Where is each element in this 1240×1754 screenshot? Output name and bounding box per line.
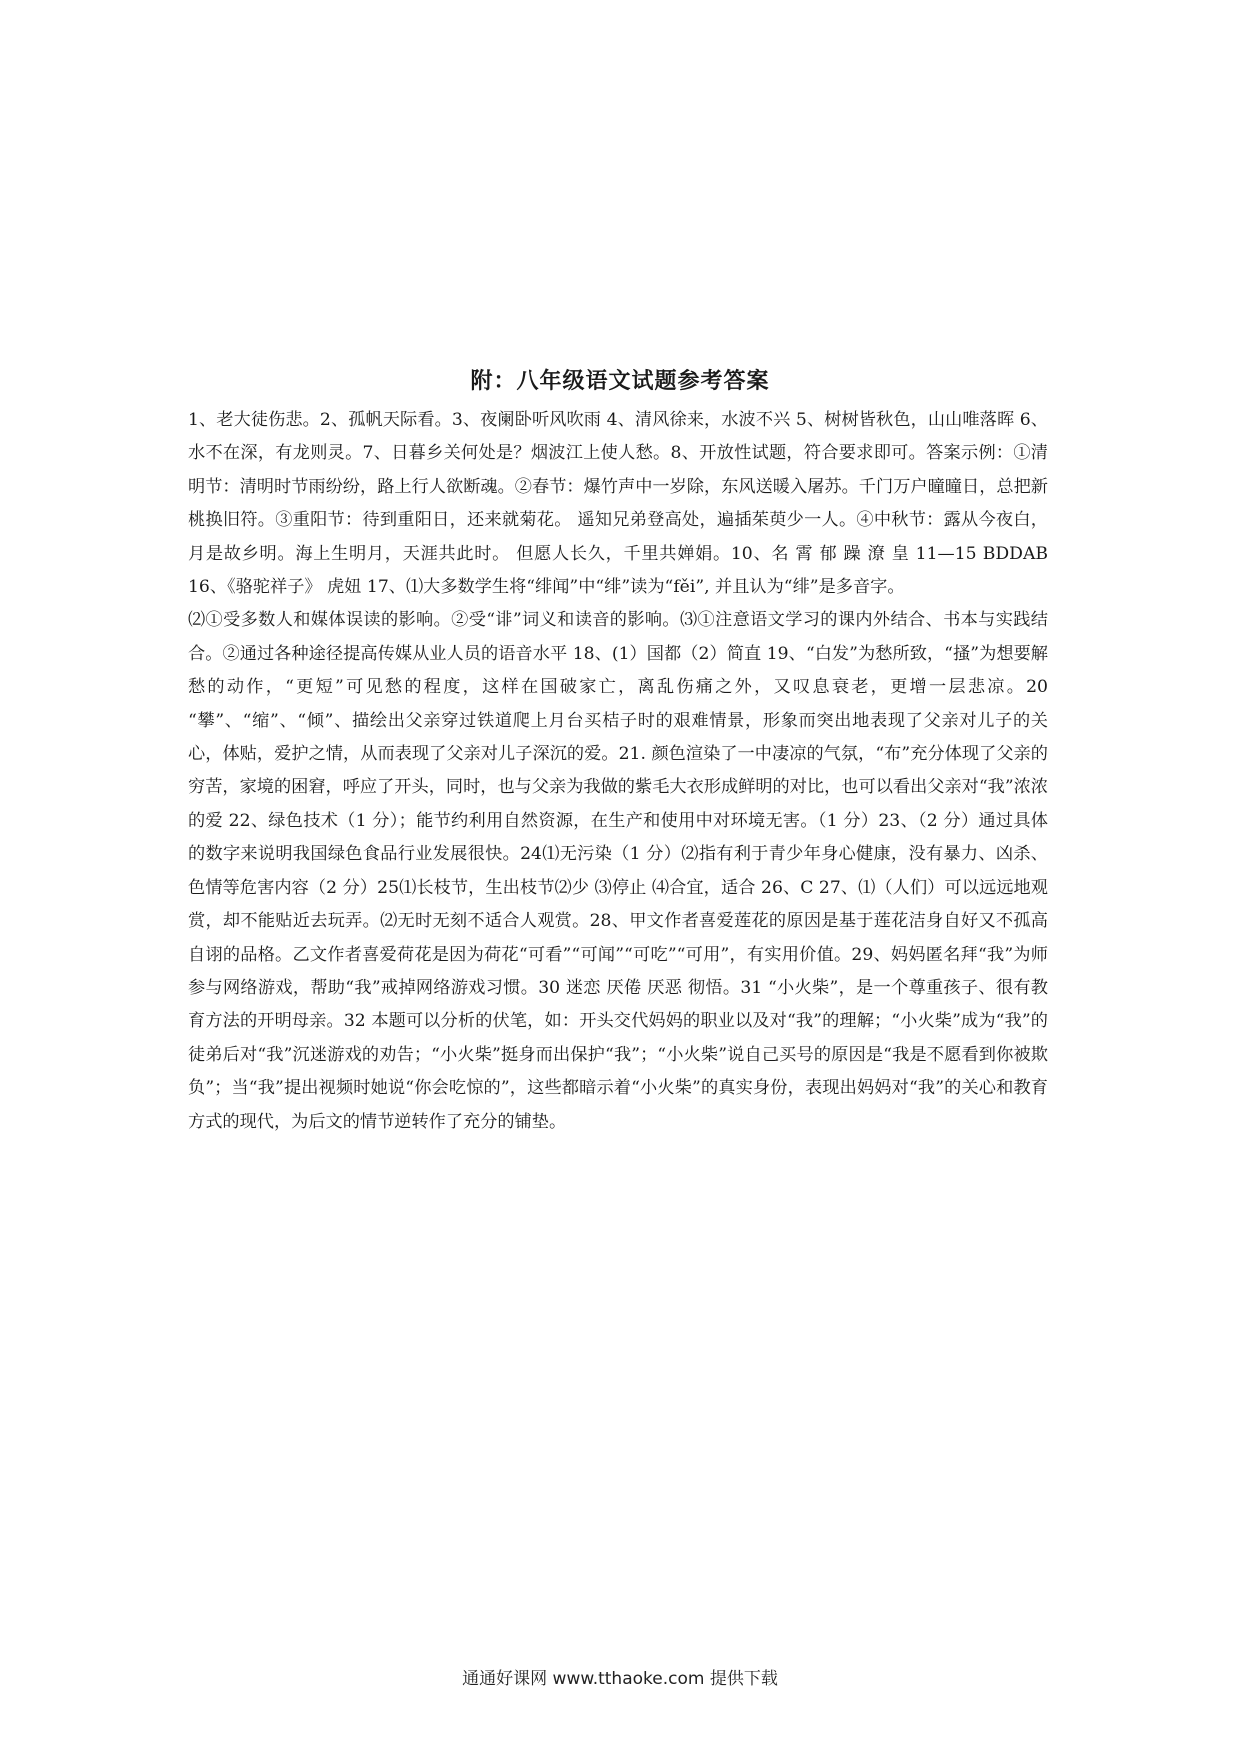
footer-watermark: 通通好课网 www.tthaoke.com 提供下载 — [462, 1669, 778, 1689]
answer-paragraph: 1、老大徒伤悲。2、孤帆天际看。3、夜阑卧听风吹雨 4、清风徐来，水波不兴 5、树树皆秋色，山山唯落晖 6、水不在深，有龙则灵。7、日暮乡关何处是？烟波江上使人愁。8、开放性试题，符合要求即可。答案示例：①清明节：清明时节雨纷纷，路上行人欲断魂。②春节：爆竹声中一岁除，东风送暖入屠苏。千门万户曈曈日，总把新桃换旧符。③重阳节：待到重阳日，还来就菊花。 遥知兄弟登高处，遍插茱萸少一人。④中秋节：露从今夜白，月是故乡明。海上生明月，天涯共此时。 但愿人长久，千里共婵娟。10、名 霄 郁 躁 潦 皇 11—15 BDDAB 16、《骆驼祥子》 虎妞 17、⑴大多数学生将“绯闻”中“绯”读为“fěi”, 并且认为“绯”是多音字。 — [188, 410, 1048, 598]
answer-body — [188, 404, 1048, 1139]
answer-paragraph: ⑵①受多数人和媒体误读的影响。②受“诽”词义和读音的影响。⑶①注意语文学习的课内外结合、书本与实践结合。②通过各种途径提高传媒从业人员的语音水平 18、(1）国都（2）简直 19、“白发”为愁所致，“搔”为想要解愁的动作，“更短”可见愁的程度，这样在国破家亡，离乱伤痛之外，又叹息衰老，更增一层悲凉。20 “攀”、“缩”、“倾”、描绘出父亲穿过铁道爬上月台买桔子时的艰难情景，形象而突出地表现了父亲对儿子的关心，体贴，爱护之情，从而表现了父亲对儿子深沉的爱。21. 颜色渲染了一中凄凉的气氛，“布”充分体现了父亲的穷苦，家境的困窘，呼应了开头，同时，也与父亲为我做的紫毛大衣形成鲜明的对比，也可以看出父亲对“我”浓浓的爱 22、绿色技术（1 分）；能节约利用自然资源，在生产和使用中对环境无害。（1 分）23、（2 分）通过具体的数字来说明我国绿色食品行业发展很快。24⑴无污染（1 分）⑵指有利于青少年身心健康，没有暴力、凶杀、色情等危害内容（2 分）25⑴长枝节，生出枝节⑵少 ⑶停止 ⑷合宜，适合 26、C 27、⑴（人们）可以远远地观赏，却不能贴近去玩弄。⑵无时无刻不适合人观赏。28、甲文作者喜爱莲花的原因是基于莲花洁身自好又不孤高自诩的品格。乙文作者喜爱荷花是因为荷花“可看”“可闻”“可吃”“可用”，有实用价值。29、妈妈匿名拜“我”为师参与网络游戏，帮助“我”戒掉网络游戏习惯。30 迷恋 厌倦 厌恶 彻悟。31 “小火柴”，是一个尊重孩子、很有教育方法的开明母亲。32 本题可以分析的伏笔，如：开头交代妈妈的职业以及对“我”的理解；“小火柴”成为“我”的徒弟后对“我”沉迷游戏的劝告；“小火柴”挺身而出保护“我”；“小火柴”说自己买号的原因是“我是不愿看到你被欺负”；当“我”提出视频时她说“你会吃惊的”，这些都暗示着“小火柴”的真实身份，表现出妈妈对“我”的关心和教育方式的现代，为后文的情节逆转作了充分的铺垫。 — [188, 610, 1048, 1132]
document-title: 附：八年级语文试题参考答案 — [470, 369, 770, 394]
